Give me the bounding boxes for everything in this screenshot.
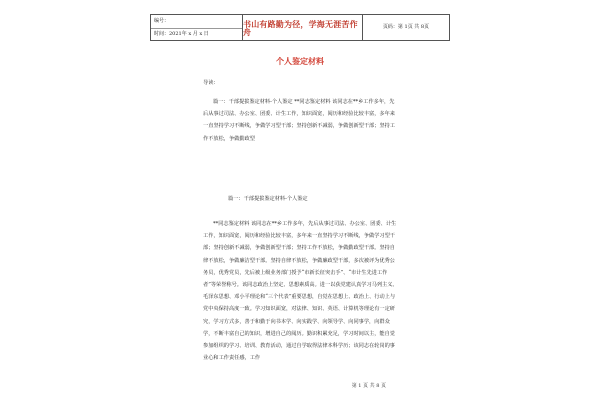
document-title: 个人鉴定材料: [276, 56, 324, 66]
header-slogan: 书山有路勤为径，学海无涯苦作舟: [243, 15, 363, 40]
page-footer: 第 1 页 共 8 页: [351, 383, 386, 389]
number-label: 编号：: [154, 18, 170, 24]
header-page-info: 页码：第 1页 共 8页: [382, 24, 430, 30]
paragraph-2: **同志鉴定材料 该同志在**乡工作多年，先后从事过司法、办公室、团委、计生工作，知识面宽，阅历和经验比较丰富，多年来一直坚持学习不断线，争做学习型干部；坚持创新不减弱，争做创新型干部；坚持工作不放松，争做勤政型干部。坚持自律不放松，争做廉洁型干部。坚持自律不放松，争做廉政型干部，多次被评为优秀公务员，优秀党员，先后被上级业务部门授予“市新长征突击手”、“市计生先进工作者”等荣誉称号。该同志政治上坚定、思想素质高。进一以获党建认真学习马列主义、毛泽东思想、邓小平理论和“三个代表”重要思想，自觉在思想上、政治上、行动上与党中央保持高度一致。学习知识面宽，对法律、知识、英语、计算机等理论有一定研究，学习方式多，善于和勤于向书本学、向实践学、向领导学、向同事学，向群众学，不断丰富自己的知识，增进自己的阅历。勤识积累充足，学习时间以主，能自觉参加组织的学习、培训、教育活动，通过自学取得法律本科学历；该同志在轮岗的事业心和工作责任感，工作: [203, 221, 398, 362]
document-header: [150, 14, 450, 41]
header-meta: [151, 15, 243, 40]
intro-label: 导读：: [203, 80, 219, 86]
section-heading: 篇一：干部提拔鉴定材料-个人鉴定: [228, 196, 308, 202]
paragraph-1: 篇一：干部提拔鉴定材料-个人鉴定 **同志鉴定材料 该同志在**乡工作多年，先后从事过司法、办公室、团委、计生工作，知识面宽，阅历和经验比较丰富，多年来一直坚持学习不断线，争做学习型干部；坚持创新不减弱，争做创新型干部；坚持工作不放松，争做勤政型: [203, 99, 395, 142]
time-label: 时间：2021年 x 月 x 日: [151, 28, 242, 40]
